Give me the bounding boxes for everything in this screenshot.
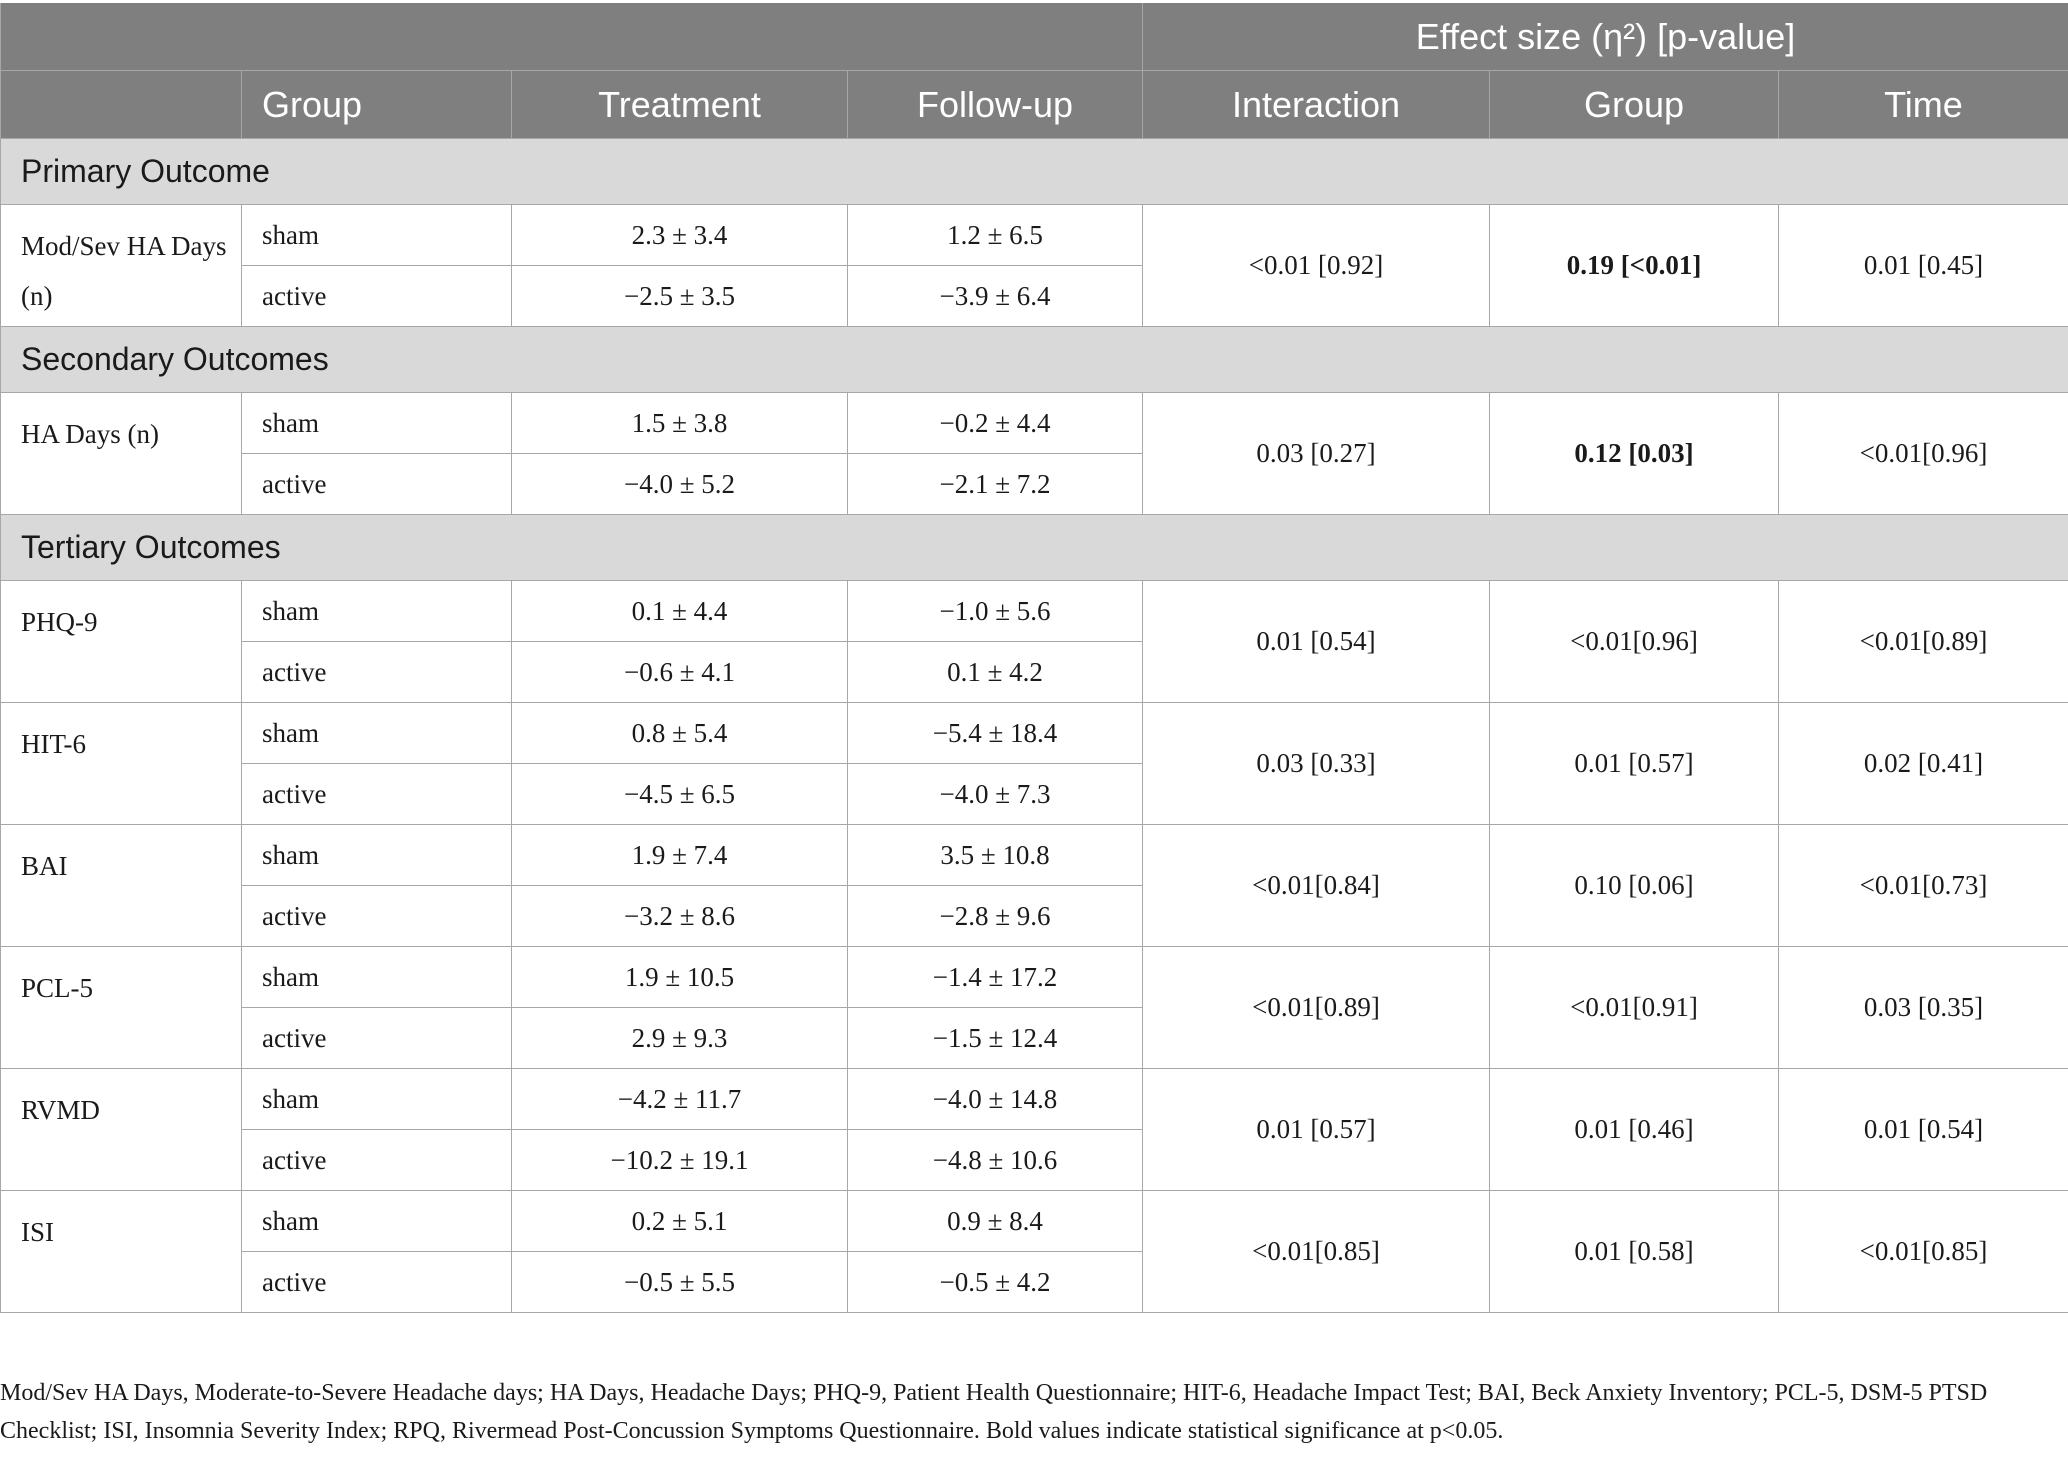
group-cell: active <box>242 642 512 703</box>
group-cell: active <box>242 764 512 825</box>
group-cell: sham <box>242 947 512 1008</box>
results-table-container <box>0 3 2068 1313</box>
treatment-cell: −10.2 ± 19.1 <box>512 1130 848 1191</box>
group-effect-cell: 0.01 [0.46] <box>1490 1069 1779 1191</box>
followup-cell: −1.4 ± 17.2 <box>848 947 1143 1008</box>
group-cell: sham <box>242 1191 512 1252</box>
treatment-cell: −4.0 ± 5.2 <box>512 454 848 515</box>
group-cell: sham <box>242 825 512 886</box>
treatment-cell: 1.5 ± 3.8 <box>512 393 848 454</box>
group-cell: active <box>242 1130 512 1191</box>
followup-cell: −0.2 ± 4.4 <box>848 393 1143 454</box>
treatment-cell: 2.9 ± 9.3 <box>512 1008 848 1069</box>
followup-cell: 0.1 ± 4.2 <box>848 642 1143 703</box>
table-row <box>1 205 2068 266</box>
group-effect-cell: 0.10 [0.06] <box>1490 825 1779 947</box>
treatment-cell: −4.5 ± 6.5 <box>512 764 848 825</box>
followup-cell: −1.0 ± 5.6 <box>848 581 1143 642</box>
treatment-cell: −2.5 ± 3.5 <box>512 266 848 327</box>
header-time: Time <box>1779 71 2068 139</box>
treatment-cell: −0.5 ± 5.5 <box>512 1252 848 1313</box>
followup-cell: −4.0 ± 7.3 <box>848 764 1143 825</box>
group-cell: sham <box>242 703 512 764</box>
time-cell: <0.01[0.85] <box>1779 1191 2068 1313</box>
followup-cell: 1.2 ± 6.5 <box>848 205 1143 266</box>
interaction-cell: 0.01 [0.54] <box>1143 581 1490 703</box>
treatment-cell: −0.6 ± 4.1 <box>512 642 848 703</box>
table-row <box>1 1191 2068 1252</box>
group-effect-cell: 0.01 [0.58] <box>1490 1191 1779 1313</box>
followup-cell: −4.0 ± 14.8 <box>848 1069 1143 1130</box>
treatment-cell: −4.2 ± 11.7 <box>512 1069 848 1130</box>
treatment-cell: 0.8 ± 5.4 <box>512 703 848 764</box>
time-cell: 0.01 [0.54] <box>1779 1069 2068 1191</box>
measure-label: HA Days (n) <box>1 393 242 515</box>
section-title: Tertiary Outcomes <box>1 515 2068 581</box>
table-row <box>1 947 2068 1008</box>
followup-cell: −3.9 ± 6.4 <box>848 266 1143 327</box>
header-interaction: Interaction <box>1143 71 1490 139</box>
treatment-cell: 1.9 ± 7.4 <box>512 825 848 886</box>
group-effect-cell: <0.01[0.96] <box>1490 581 1779 703</box>
table-row <box>1 825 2068 886</box>
measure-label: ISI <box>1 1191 242 1313</box>
section-title: Primary Outcome <box>1 139 2068 205</box>
interaction-cell: <0.01 [0.92] <box>1143 205 1490 327</box>
treatment-cell: 0.2 ± 5.1 <box>512 1191 848 1252</box>
table-row <box>1 581 2068 642</box>
time-cell: <0.01[0.96] <box>1779 393 2068 515</box>
group-cell: active <box>242 454 512 515</box>
time-cell: 0.01 [0.45] <box>1779 205 2068 327</box>
group-cell: active <box>242 1008 512 1069</box>
group-cell: active <box>242 266 512 327</box>
followup-cell: −1.5 ± 12.4 <box>848 1008 1143 1069</box>
effect-size-header: Effect size (η²) [p-value] <box>1143 3 2068 71</box>
measure-label: Mod/Sev HA Days (n) <box>1 205 242 327</box>
followup-cell: −4.8 ± 10.6 <box>848 1130 1143 1191</box>
table-header <box>1 3 2068 139</box>
measure-label: HIT-6 <box>1 703 242 825</box>
interaction-cell: 0.03 [0.33] <box>1143 703 1490 825</box>
table-row <box>1 393 2068 454</box>
time-cell: 0.02 [0.41] <box>1779 703 2068 825</box>
group-cell: sham <box>242 205 512 266</box>
followup-cell: 3.5 ± 10.8 <box>848 825 1143 886</box>
group-cell: active <box>242 1252 512 1313</box>
followup-cell: −0.5 ± 4.2 <box>848 1252 1143 1313</box>
group-cell: sham <box>242 393 512 454</box>
section-row <box>1 327 2068 393</box>
table-body <box>1 139 2068 1313</box>
time-cell: <0.01[0.73] <box>1779 825 2068 947</box>
group-effect-cell: 0.12 [0.03] <box>1490 393 1779 515</box>
treatment-cell: 1.9 ± 10.5 <box>512 947 848 1008</box>
section-title: Secondary Outcomes <box>1 327 2068 393</box>
group-cell: active <box>242 886 512 947</box>
table-footnote: Mod/Sev HA Days, Moderate-to-Severe Headache days; HA Days, Headache Days; PHQ-9, Patient Health Questionnaire; HIT-6, Headache Impact Test; BAI, Beck Anxiety Inventory; PCL-5, DSM-5 PTSD Checklist; ISI, Insomnia Severity Index; RPQ, Rivermead Post-Concussion Symptoms Questionnaire. Bold values indicate statistical significance at p<0.05. <box>0 1380 1988 1444</box>
interaction-cell: <0.01[0.85] <box>1143 1191 1490 1313</box>
interaction-cell: 0.03 [0.27] <box>1143 393 1490 515</box>
header-blank <box>1 3 1143 71</box>
table-row <box>1 1069 2068 1130</box>
interaction-cell: <0.01[0.89] <box>1143 947 1490 1069</box>
measure-label: RVMD <box>1 1069 242 1191</box>
header-treatment: Treatment <box>512 71 848 139</box>
group-effect-cell: 0.01 [0.57] <box>1490 703 1779 825</box>
measure-label: PCL-5 <box>1 947 242 1069</box>
section-row <box>1 515 2068 581</box>
followup-cell: −5.4 ± 18.4 <box>848 703 1143 764</box>
header-followup: Follow-up <box>848 71 1143 139</box>
group-effect-cell: <0.01[0.91] <box>1490 947 1779 1069</box>
treatment-cell: 2.3 ± 3.4 <box>512 205 848 266</box>
results-table <box>0 3 2068 1313</box>
measure-label: BAI <box>1 825 242 947</box>
group-effect-cell: 0.19 [<0.01] <box>1490 205 1779 327</box>
header-outcome-blank <box>1 71 242 139</box>
group-cell: sham <box>242 1069 512 1130</box>
section-row <box>1 139 2068 205</box>
time-cell: 0.03 [0.35] <box>1779 947 2068 1069</box>
table-row <box>1 703 2068 764</box>
followup-cell: −2.1 ± 7.2 <box>848 454 1143 515</box>
group-cell: sham <box>242 581 512 642</box>
header-group-effect: Group <box>1490 71 1779 139</box>
header-group: Group <box>242 71 512 139</box>
time-cell: <0.01[0.89] <box>1779 581 2068 703</box>
followup-cell: 0.9 ± 8.4 <box>848 1191 1143 1252</box>
measure-label: PHQ-9 <box>1 581 242 703</box>
interaction-cell: 0.01 [0.57] <box>1143 1069 1490 1191</box>
treatment-cell: 0.1 ± 4.4 <box>512 581 848 642</box>
interaction-cell: <0.01[0.84] <box>1143 825 1490 947</box>
treatment-cell: −3.2 ± 8.6 <box>512 886 848 947</box>
followup-cell: −2.8 ± 9.6 <box>848 886 1143 947</box>
